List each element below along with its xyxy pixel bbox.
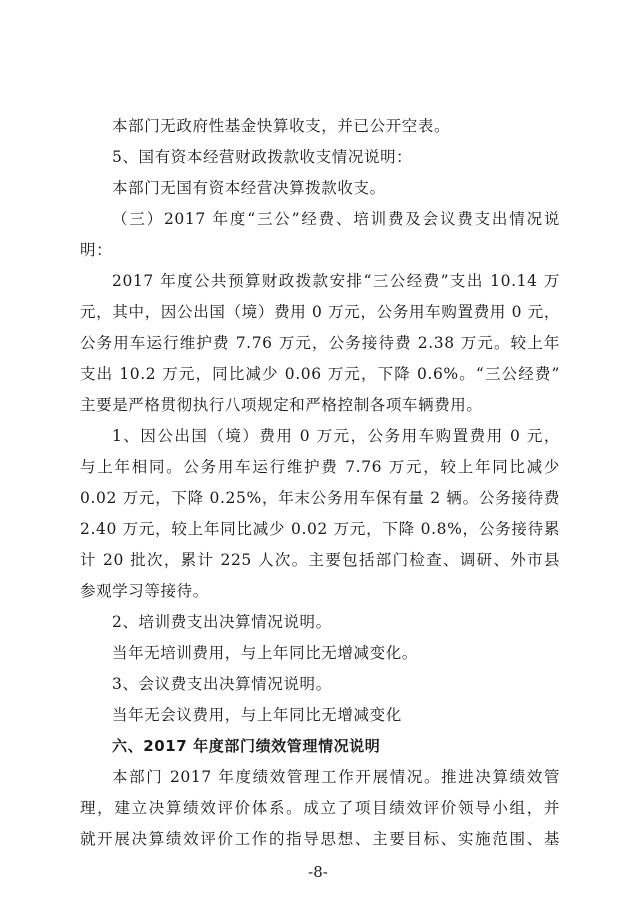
text-line: 5、国有资本经营财政拨款收支情况说明：: [112, 148, 413, 166]
text-line: 2.40 万元，较上年同比减少 0.02 万元，下降 0.8%，公务接待累: [80, 520, 560, 538]
text-line: 计 20 批次，累计 225 人次。主要包括部门检查、调研、外市县: [80, 551, 560, 569]
page-number: -8-: [308, 863, 328, 881]
text-line: 公务用车运行维护费 7.76 万元，公务接待费 2.38 万元。较上年: [80, 334, 560, 352]
text-line: 2017 年度公共预算财政拨款安排“三公经费”支出 10.14 万: [112, 272, 560, 290]
text-line: 当年无会议费用，与上年同比无增减变化: [112, 706, 402, 724]
text-line: 本部门 2017 年度绩效管理工作开展情况。推进决算绩效管: [112, 768, 560, 786]
section-heading: 六、2017 年度部门绩效管理情况说明: [112, 737, 381, 755]
text-line: 本部门无国有资本经营决算拨款收支。: [112, 179, 386, 197]
text-line: 主要是严格贯彻执行八项规定和严格控制各项车辆费用。: [80, 396, 483, 414]
text-line: 与上年相同。公务用车运行维护费 7.76 万元，较上年同比减少: [80, 458, 560, 476]
text-line: 明：: [80, 241, 113, 259]
text-line: 支出 10.2 万元，同比减少 0.06 万元，下降 0.6%。“三公经费”: [80, 365, 560, 383]
text-line: 当年无培训费用，与上年同比无增减变化。: [112, 644, 418, 662]
text-line: 2、培训费支出决算情况说明。: [112, 613, 332, 631]
text-line: 1、因公出国（境）费用 0 万元，公务用车购置费用 0 元，: [112, 427, 560, 445]
text-line: 3、会议费支出决算情况说明。: [112, 675, 332, 693]
section-heading-line: （三）2017 年度“三公”经费、培训费及会议费支出情况说: [112, 210, 560, 228]
text-line: 理，建立决算绩效评价体系。成立了项目绩效评价领导小组，并: [80, 799, 560, 817]
text-line: 0.02 万元，下降 0.25%，年末公务用车保有量 2 辆。公务接待费: [80, 489, 560, 507]
text-line: 参观学习等接待。: [80, 582, 209, 600]
text-line: 就开展决算绩效评价工作的指导思想、主要目标、实施范围、基: [80, 830, 560, 848]
text-line: 本部门无政府性基金快算收支，并已公开空表。: [112, 117, 451, 135]
text-line: 元，其中，因公出国（境）费用 0 万元，公务用车购置费用 0 元，: [80, 303, 560, 321]
